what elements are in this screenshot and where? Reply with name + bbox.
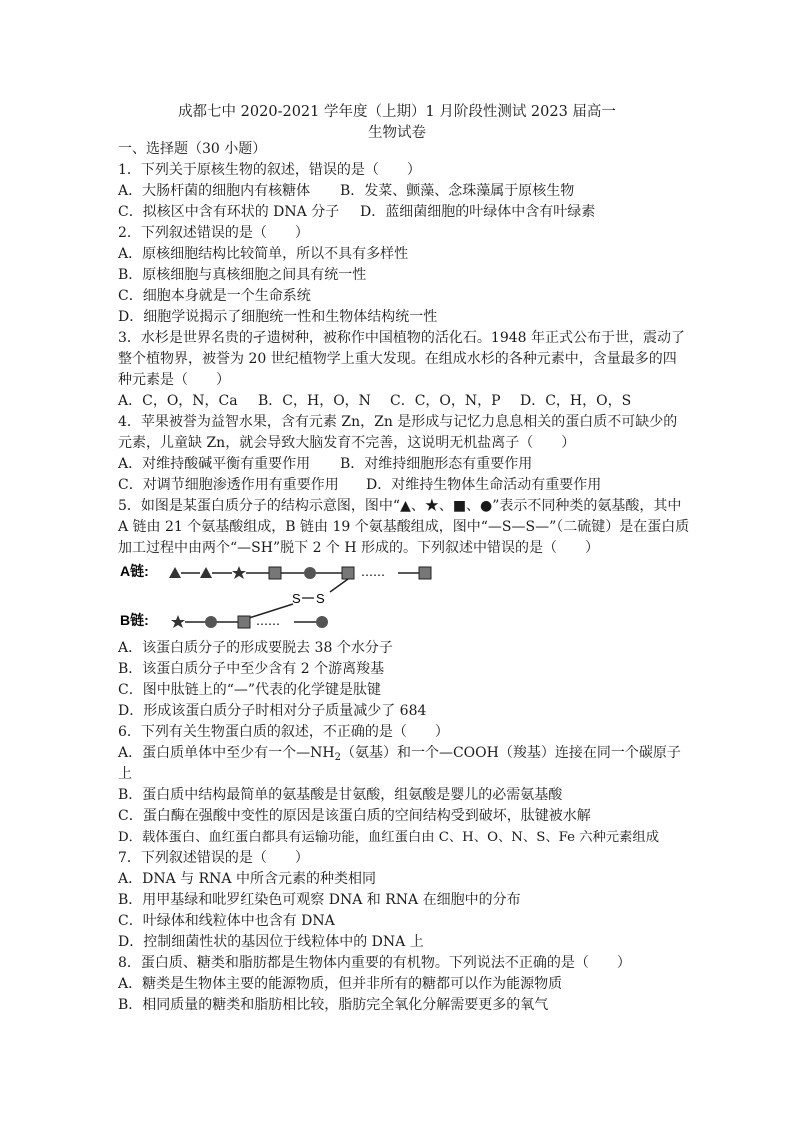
- chain-a-label: A链:: [120, 563, 149, 579]
- q4-option-c: C．对调节细胞渗透作用有重要作用: [118, 477, 339, 493]
- chain-a-ellipsis: ……: [361, 565, 385, 579]
- q4-stem-line-2: 元素，儿童缺 Zn，就会导致大脑发育不完善，这说明无机盐离子（ ）: [118, 435, 576, 451]
- circle-amino-acid-2: [205, 616, 217, 628]
- q6-stem: 6．下列有关生物蛋白质的叙述，不正确的是（ ）: [118, 724, 449, 740]
- q6-option-a-text-1: A．蛋白质单体中至少有一个—NH: [118, 745, 335, 761]
- exam-title: 成都七中 2020-2021 学年度（上期）1 月阶段性测试 2023 届高一: [178, 104, 616, 120]
- sulfur-label-1: S: [292, 591, 301, 606]
- circle-amino-acid-3: [316, 616, 328, 628]
- q2-option-b: B．原核细胞与真核细胞之间具有统一性: [118, 267, 367, 283]
- q4-option-d: D．对维持生物体生命活动有重要作用: [366, 477, 602, 493]
- triangle-amino-acid-1: [169, 567, 181, 578]
- q2-option-d: D．细胞学说揭示了细胞统一性和生物体结构统一性: [118, 309, 438, 325]
- q6-option-a-subscript: 2: [334, 752, 341, 763]
- protein-structure-diagram: [118, 558, 438, 636]
- star-amino-acid-1: [232, 566, 246, 579]
- sulfur-label-2: S: [316, 591, 325, 606]
- triangle-amino-acid-2: [200, 567, 212, 578]
- q3-stem-line-1: 3．水杉是世界名贵的孑遗树种，被称作中国植物的活化石。1948 年正式公布于世，震动了: [118, 330, 685, 346]
- q4-stem-line-1: 4．苹果被誉为益智水果，含有元素 Zn，Zn 是形成与记忆力息息相关的蛋白质不可缺少的: [118, 414, 678, 430]
- q6-option-b: B．蛋白质中结构最简单的氨基酸是甘氨酸，组氨酸是婴儿的必需氨基酸: [118, 787, 563, 803]
- square-amino-acid-2: [342, 567, 354, 579]
- q1-option-c: C．拟核区中含有环状的 DNA 分子: [118, 204, 340, 220]
- q3-stem-line-3: 种元素是（ ）: [118, 372, 230, 388]
- q1-option-b: B．发菜、颤藻、念珠藻属于原核生物: [340, 183, 575, 199]
- q8-option-a: A．糖类是生物体主要的能源物质，但并非所有的糖都可以作为能源物质: [118, 976, 563, 992]
- q3-option-d: D．C，H，O，S: [520, 393, 632, 409]
- q6-option-d: D．载体蛋白、血红蛋白都具有运输功能，血红蛋白由 C、H、O、N、S、Fe 六种元素组成: [118, 830, 659, 845]
- q8-option-b: B．相同质量的糖类和脂肪相比较，脂肪完全氧化分解需要更多的氧气: [118, 997, 549, 1013]
- q4-row-2: [118, 475, 686, 496]
- q1-option-a: A．大肠杆菌的细胞内有核糖体: [118, 183, 311, 199]
- q6-option-a: [118, 743, 686, 764]
- q1-option-d: D．蓝细菌细胞的叶绿体中含有叶绿素: [360, 204, 596, 220]
- q3-option-c: C．C，O，N，P: [390, 393, 501, 409]
- q8-stem: 8．蛋白质、糖类和脂肪都是生物体内重要的有机物。下列说法不正确的是（ ）: [118, 955, 631, 971]
- q5-stem-line-3: 加工过程中由两个“—SH”脱下 2 个 H 形成的。下列叙述中错误的是（ ）: [118, 540, 600, 556]
- q7-option-c: C．叶绿体和线粒体中也含有 DNA: [118, 913, 335, 929]
- q2-option-c: C．细胞本身就是一个生命系统: [118, 288, 311, 304]
- square-amino-acid-3: [419, 567, 431, 579]
- circle-amino-acid-1: [304, 567, 316, 579]
- exam-subtitle: 生物试卷: [368, 125, 426, 141]
- q6-option-a-line-2: 上: [118, 766, 132, 782]
- chain-b-ellipsis: ……: [256, 614, 280, 628]
- section-heading: 一、选择题（30 小题）: [118, 141, 267, 157]
- q7-option-b: B．用甲基绿和吡罗红染色可观察 DNA 和 RNA 在细胞中的分布: [118, 892, 521, 908]
- q2-option-a: A．原核细胞结构比较简单，所以不具有多样性: [118, 246, 409, 262]
- square-amino-acid-1: [269, 567, 281, 579]
- q4-option-a: A．对维持酸碱平衡有重要作用: [118, 456, 311, 472]
- q1-row-2: [118, 202, 686, 223]
- q5-option-c: C．图中肽链上的“—”代表的化学键是肽键: [118, 682, 382, 698]
- q6-option-a-text-2: （氨基）和一个—COOH（羧基）连接在同一个碳原子: [340, 745, 681, 761]
- q3-row: [118, 391, 686, 412]
- q3-option-b: B．C，H，O，N: [258, 393, 371, 409]
- q1-stem: 1．下列关于原核生物的叙述，错误的是（ ）: [118, 162, 421, 178]
- q3-stem-line-2: 整个植物界，被誉为 20 世纪植物学上重大发现。在组成水杉的各种元素中，含量最多的四: [118, 351, 677, 367]
- q5-option-b: B．该蛋白质分子中至少含有 2 个游离羧基: [118, 661, 385, 677]
- star-amino-acid-2: [171, 615, 185, 628]
- q7-stem: 7．下列叙述错误的是（ ）: [118, 850, 309, 866]
- q4-option-b: B．对维持细胞形态有重要作用: [340, 456, 533, 472]
- bond-line: [330, 579, 348, 592]
- q7-option-a: A．DNA 与 RNA 中所含元素的种类相同: [118, 871, 376, 887]
- q4-row-1: [118, 454, 686, 475]
- q1-row-1: [118, 181, 686, 202]
- chain-b-label: B链:: [120, 612, 149, 628]
- q5-option-a: A．该蛋白质分子的形成要脱去 38 个水分子: [118, 640, 393, 656]
- q7-option-d: D．控制细菌性状的基因位于线粒体中的 DNA 上: [118, 934, 424, 950]
- q5-stem-line-2: A 链由 21 个氨基酸组成，B 链由 19 个氨基酸组成，图中“—S—S—”（二硫键）是在蛋白质: [118, 519, 690, 535]
- q2-stem: 2．下列叙述错误的是（ ）: [118, 225, 309, 241]
- q5-option-d: D．形成该蛋白质分子时相对分子质量减少了 684: [118, 703, 427, 719]
- q5-stem-line-1: 5．如图是某蛋白质分子的结构示意图，图中“▲、★、■、●”表示不同种类的氨基酸，其中: [118, 498, 682, 514]
- q3-option-a: A．C，O，N，Ca: [118, 393, 238, 409]
- q6-option-c: C．蛋白酶在强酸中变性的原因是该蛋白质的空间结构受到破坏，肽键被水解: [118, 808, 591, 824]
- square-amino-acid-4: [238, 616, 250, 628]
